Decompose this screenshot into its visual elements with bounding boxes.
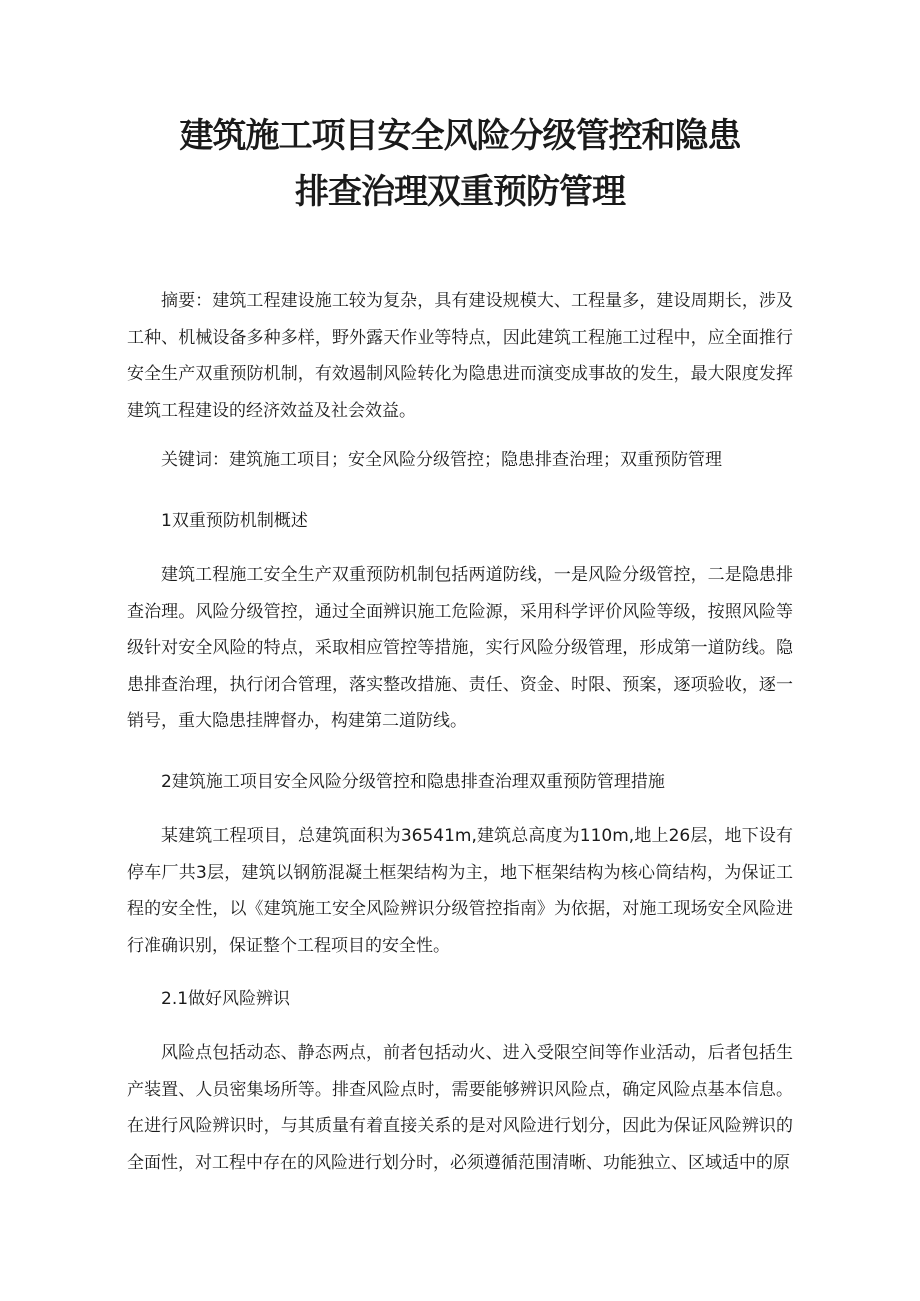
document-title-line1: 建筑施工项目安全风险分级管控和隐患 xyxy=(179,116,741,156)
document-title-line2: 排查治理双重预防管理 xyxy=(295,172,625,212)
section-heading-1: 1双重预防机制概述 xyxy=(161,511,308,531)
section-body-2: 某建筑工程项目，总建筑面积为36541m,建筑总高度为110m,地上26层，地下设有停车厂共3层，建筑以钢筋混凝土框架结构为主，地下框架结构为核心筒结构，为保证工程的安全性，以《建筑施工安全风险辨识分级管控指南》为依据，对施工现场安全风险进行准确识别，保证整个工程项目的安全性。 xyxy=(127,826,793,956)
section-heading-2-1: 2.1做好风险辨识 xyxy=(161,989,291,1009)
keywords-paragraph: 关键词：建筑施工项目；安全风险分级管控；隐患排查治理；双重预防管理 xyxy=(161,450,722,470)
section-body-1: 建筑工程施工安全生产双重预防机制包括两道防线，一是风险分级管控，二是隐患排查治理。风险分级管控，通过全面辨识施工危险源，采用科学评价风险等级，按照风险等级针对安全风险的特点，采取相应管控等措施，实行风险分级管理，形成第一道防线。隐患排查治理，执行闭合管理，落实整改措施、责任、资金、时限、预案，逐项验收，逐一销号，重大隐患挂牌督办，构建第二道防线。 xyxy=(127,565,793,731)
section-heading-2: 2建筑施工项目安全风险分级管控和隐患排查治理双重预防管理措施 xyxy=(161,772,665,792)
section-body-2-1: 风险点包括动态、静态两点，前者包括动火、进入受限空间等作业活动，后者包括生产装置、人员密集场所等。排查风险点时，需要能够辨识风险点，确定风险点基本信息。在进行风险辨识时，与其质量有着直接关系的是对风险进行划分，因此为保证风险辨识的全面性，对工程中存在的风险进行划分时，必须遵循范围清晰、功能独立、区域适中的原 xyxy=(127,1043,793,1173)
abstract-paragraph: 摘要：建筑工程建设施工较为复杂，具有建设规模大、工程量多，建设周期长，涉及工种、机械设备多种多样，野外露天作业等特点，因此建筑工程施工过程中，应全面推行安全生产双重预防机制，有效遏制风险转化为隐患进而演变成事故的发生，最大限度发挥建筑工程建设的经济效益及社会效益。 xyxy=(127,291,793,421)
